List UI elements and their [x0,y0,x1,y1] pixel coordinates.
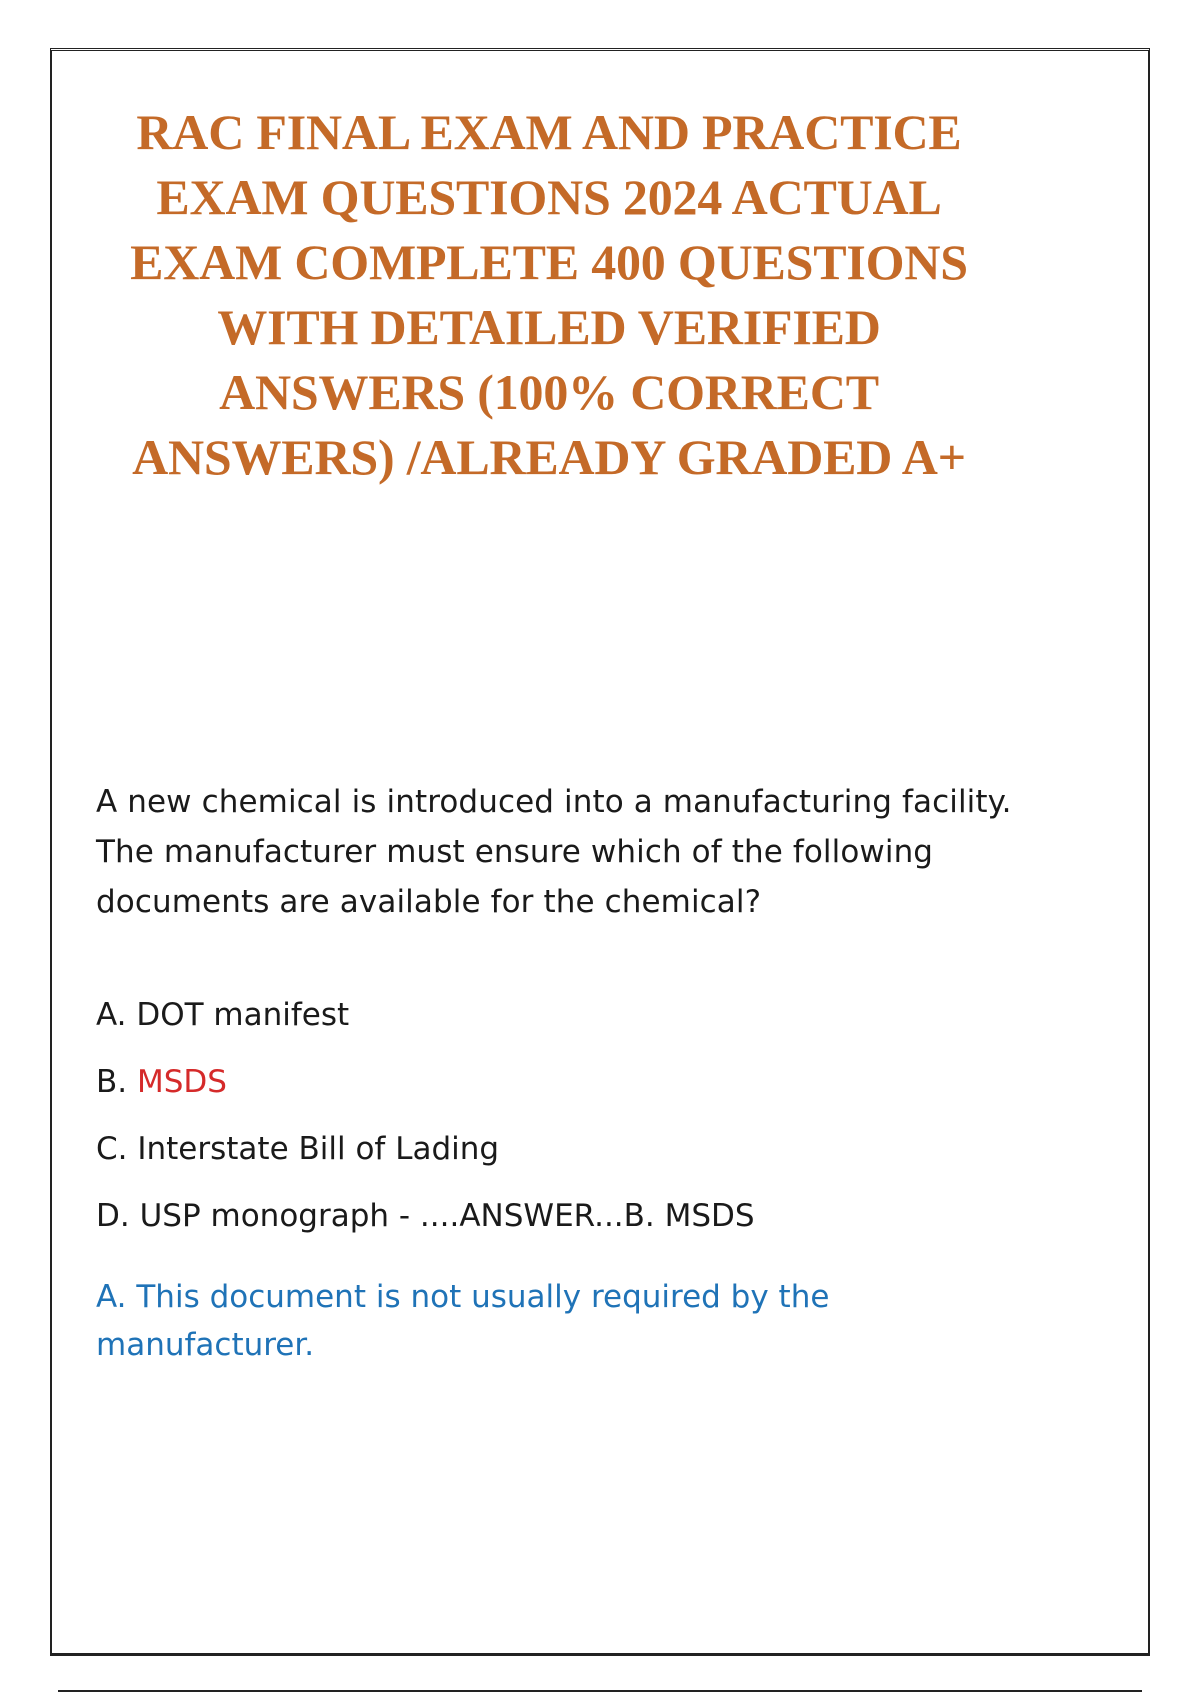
question-block [96,777,1026,1363]
option-letter: B. [96,1064,128,1100]
bottom-divider [58,1690,1142,1692]
answer-explanation: A. This document is not usually required by the manufacturer. [96,1279,830,1363]
option-b [96,1062,755,1129]
option-c [96,1129,755,1196]
option-letter: A. [96,997,127,1033]
option-text-correct: MSDS [136,1064,227,1100]
option-text: DOT manifest [136,997,350,1033]
option-letter: D. [96,1198,130,1234]
option-letter: C. [96,1131,128,1167]
question-text: A new chemical is introduced into a manufacturing facility. The manufacturer must ensure which of the following documents are available for the chemical? [96,784,1012,920]
document-title: RAC FINAL EXAM AND PRACTICE EXAM QUESTIONS 2024 ACTUAL EXAM COMPLETE 400 QUESTIONS WITH DETAILED VERIFIED ANSWERS (100% CORRECT ANSWERS) /ALREADY GRADED A+ [130,104,968,485]
option-a [96,995,755,1062]
option-text: Interstate Bill of Lading [137,1131,500,1167]
option-text: USP monograph - ....ANSWER...B. MSDS [139,1198,755,1234]
option-d [96,1196,755,1263]
answer-options [96,995,755,1263]
